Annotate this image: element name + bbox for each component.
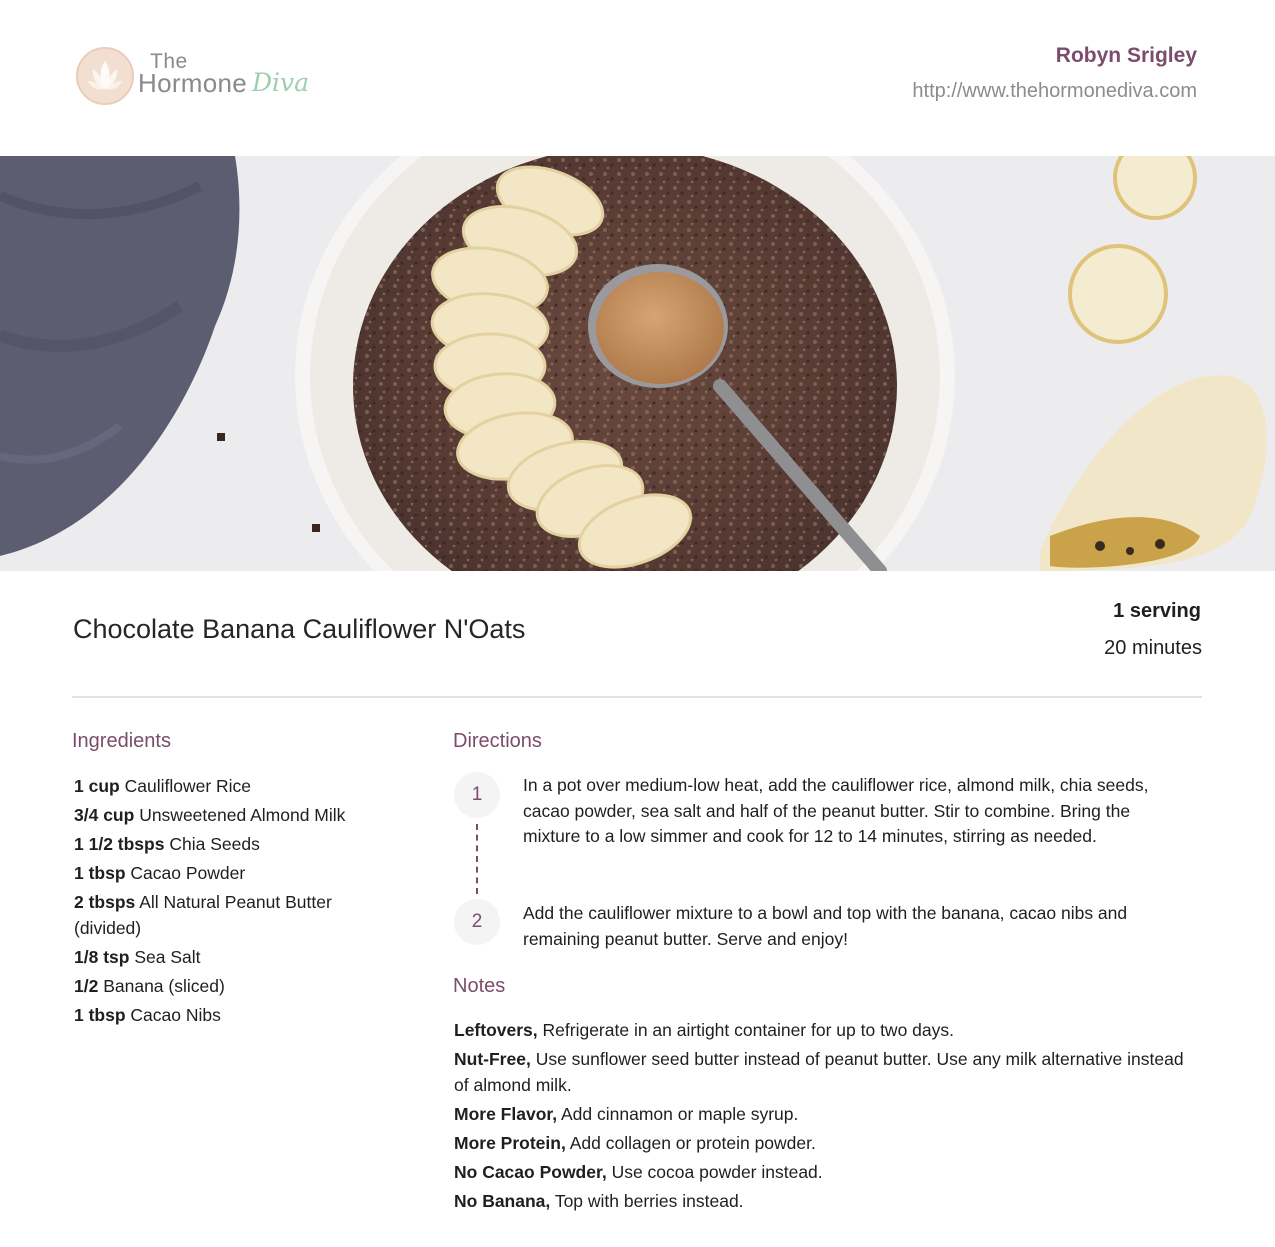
note-text: Top with berries instead. (554, 1190, 744, 1211)
brand-logo (74, 42, 324, 106)
ingredient-quantity: 1/8 tsp (74, 946, 130, 967)
logo-accent-text: Diva (252, 68, 310, 97)
ingredient-name: Cacao Nibs (130, 1004, 221, 1025)
ingredients-heading: Ingredients (72, 730, 171, 752)
note-text: Use sunflower seed butter instead of peanut butter. Use any milk alternative instead of almond milk. (454, 1049, 1184, 1095)
servings: 1 serving (1113, 600, 1201, 622)
lotus-icon (76, 47, 134, 105)
note-item (454, 1102, 1184, 1128)
note-text: Add collagen or protein powder. (569, 1132, 816, 1153)
ingredient-item (74, 974, 374, 1000)
step-text: Add the cauliflower mixture to a bowl and top with the banana, cacao nibs and remaining peanut butter. Serve and enjoy! (523, 903, 1128, 949)
note-item (454, 1160, 1184, 1186)
note-label: No Cacao Powder, (454, 1161, 607, 1182)
ingredient-quantity: 1 tbsp (74, 863, 126, 883)
ingredient-item (74, 861, 374, 887)
recipe-title: Chocolate Banana Cauliflower N'Oats (73, 614, 526, 644)
note-item (454, 1018, 1184, 1044)
ingredient-name: Sea Salt (134, 946, 201, 967)
note-item (454, 1047, 1184, 1098)
recipe-hero-image (0, 156, 1275, 571)
note-label: Nut-Free, (454, 1049, 531, 1069)
ingredient-quantity: 1 1/2 tbsps (74, 834, 165, 854)
ingredient-name: All Natural Peanut Butter (divided) (74, 892, 332, 938)
ingredient-item (74, 945, 374, 971)
step-number-badge: 1 (454, 772, 500, 818)
note-item (454, 1189, 1184, 1215)
directions-heading: Directions (453, 730, 542, 752)
ingredient-quantity: 3/4 cup (74, 805, 135, 825)
note-label: Leftovers, (454, 1020, 538, 1040)
ingredient-item (74, 890, 374, 941)
ingredient-item (74, 1003, 374, 1029)
ingredient-name: Cauliflower Rice (124, 776, 252, 796)
website-link[interactable]: http://www.thehormonediva.com (912, 80, 1197, 102)
ingredient-name: Cacao Powder (130, 863, 246, 883)
step-number-badge: 2 (454, 899, 500, 945)
note-label: More Flavor, (454, 1103, 558, 1124)
note-label: More Protein, (454, 1132, 566, 1153)
author-name: Robyn Srigley (1055, 44, 1197, 67)
note-text: Add cinnamon or maple syrup. (561, 1103, 799, 1124)
logo-main-text: Hormone (138, 68, 248, 98)
note-text: Refrigerate in an airtight container for up to two days. (542, 1020, 954, 1040)
ingredient-quantity: 1 tbsp (74, 1004, 126, 1025)
note-text: Use cocoa powder instead. (611, 1161, 823, 1182)
ingredient-item (74, 774, 374, 800)
step-text: In a pot over medium-low heat, add the cauliflower rice, almond milk, chia seeds, cacao powder, sea salt and half of the peanut butter. Stir to combine. Bring the mixture to a low simmer and cook for 12 to 14 minutes, stirring as needed. (523, 775, 1149, 846)
divider (72, 696, 1202, 698)
ingredient-item (74, 832, 374, 858)
ingredient-name: Chia Seeds (169, 834, 260, 854)
notes-list (454, 1018, 1184, 1218)
ingredient-quantity: 2 tbsps (74, 892, 136, 912)
step-connector (476, 824, 478, 894)
notes-heading: Notes (453, 975, 506, 997)
ingredient-quantity: 1/2 (74, 975, 99, 996)
ingredient-item (74, 803, 374, 829)
ingredient-quantity: 1 cup (74, 776, 120, 796)
prep-time: 20 minutes (1104, 637, 1202, 659)
ingredients-list (74, 774, 374, 1032)
ingredient-name: Unsweetened Almond Milk (139, 805, 346, 825)
note-label: No Banana, (454, 1190, 551, 1211)
note-item (454, 1131, 1184, 1157)
logo-small-text: The (150, 50, 188, 73)
ingredient-name: Banana (sliced) (103, 975, 225, 996)
